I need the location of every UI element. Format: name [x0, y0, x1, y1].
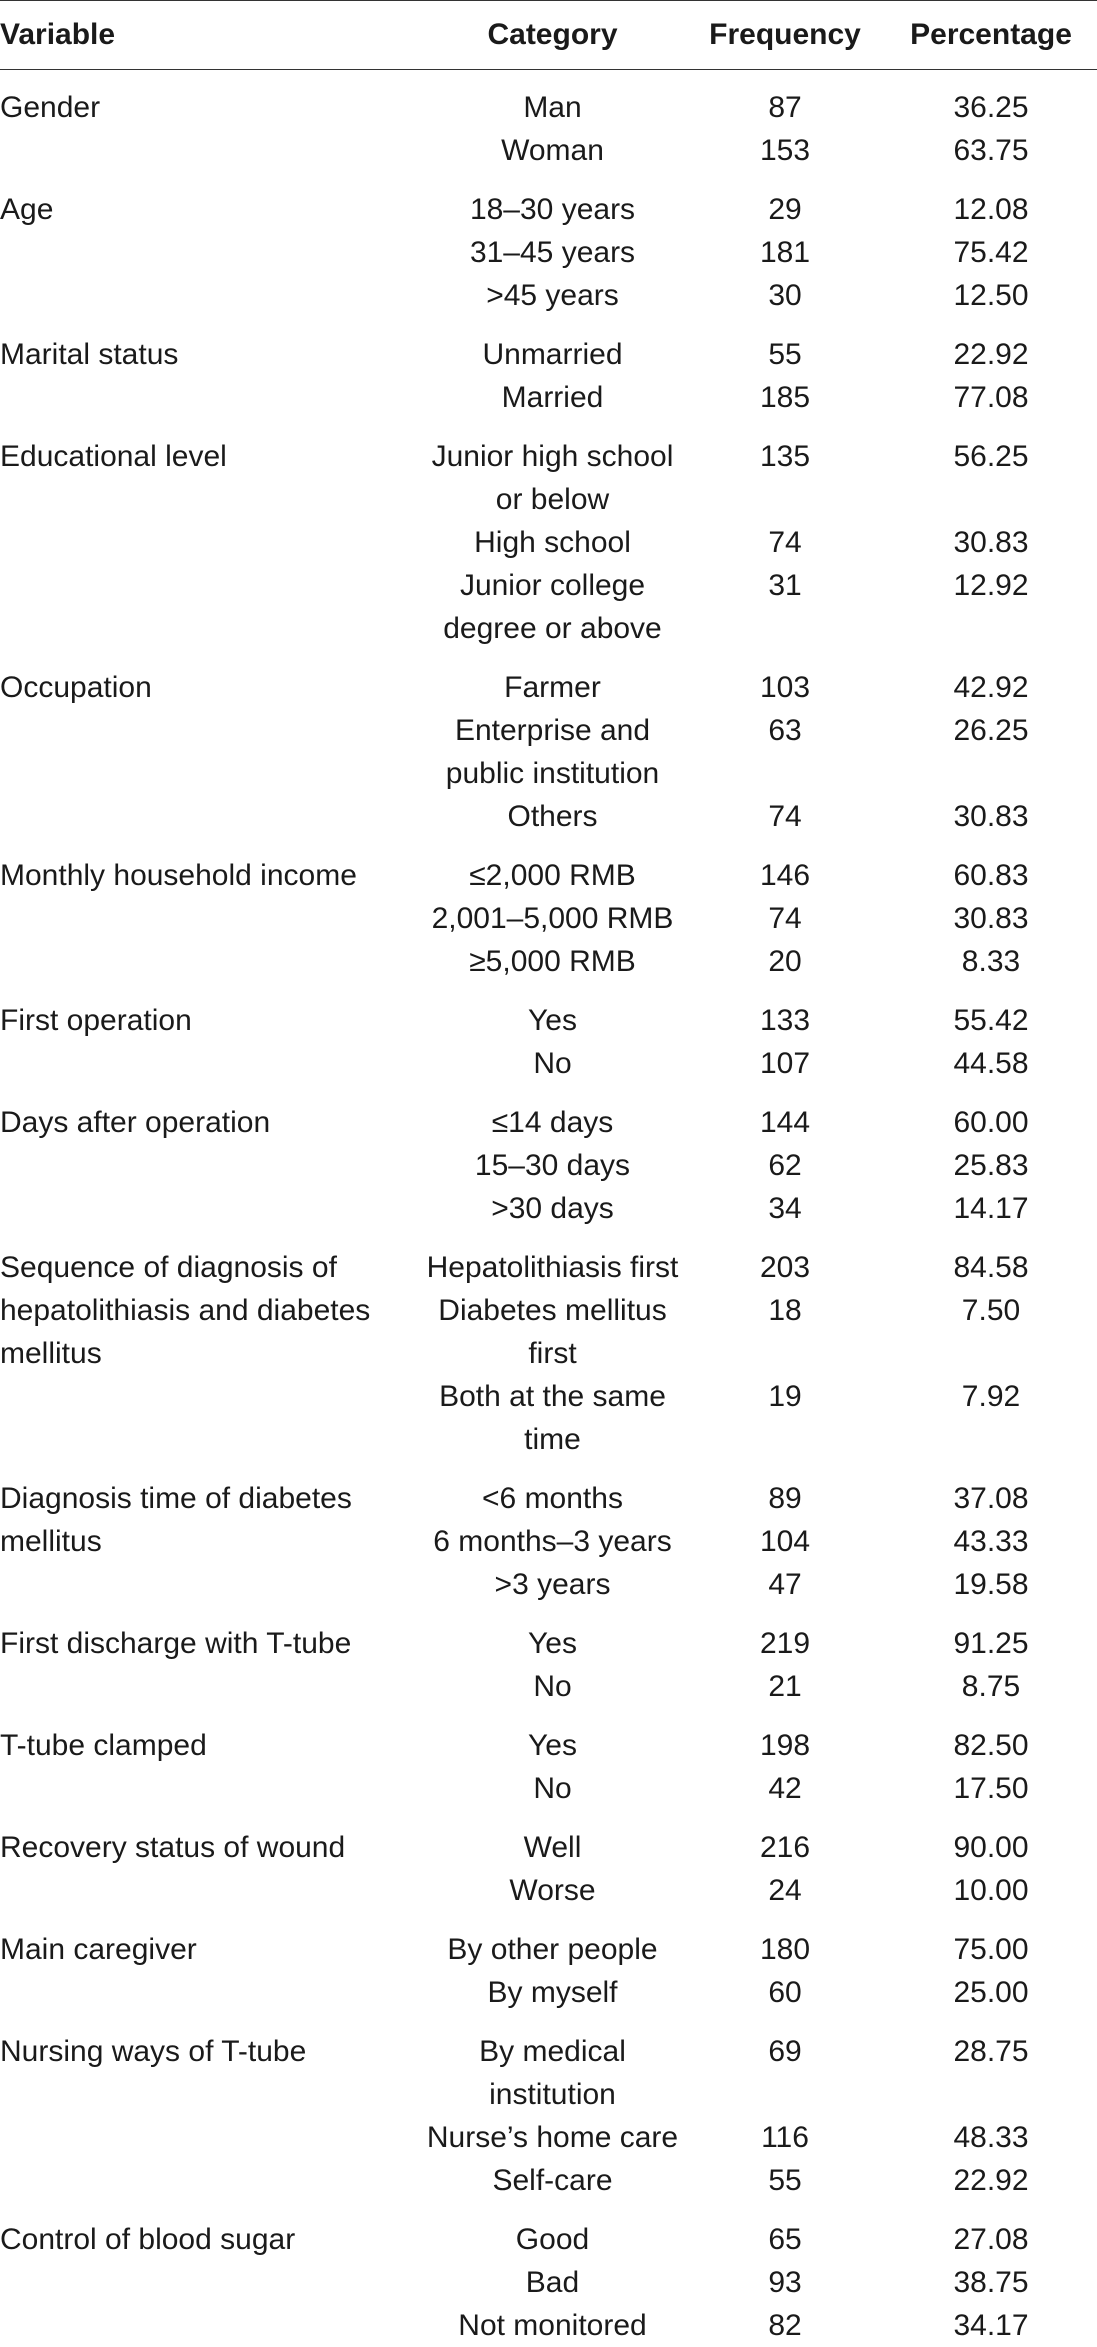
category-cell: >30 days [491, 1192, 614, 1225]
category-cell: Yes [528, 1627, 577, 1660]
percentage-cell: 26.25 [953, 714, 1029, 747]
frequency-cell: 74 [768, 902, 802, 935]
percentage-cell: 42.92 [953, 671, 1029, 704]
frequency-cell: 34 [768, 1192, 802, 1225]
percentage-cell: 7.92 [961, 1380, 1021, 1413]
table-row [0, 172, 1097, 231]
category-cell: Nurse’s home care [426, 2121, 679, 2154]
percentage-cell: 12.50 [953, 279, 1029, 312]
variable-cell: First discharge with T-tube [0, 1627, 352, 1660]
category-cell: Woman [501, 134, 604, 167]
category-cell: 2,001–5,000 RMB [431, 902, 674, 935]
table-row [0, 1810, 1097, 1869]
category-cell: >3 years [494, 1568, 611, 1601]
percentage-cell: 60.00 [953, 1106, 1029, 1139]
percentage-cell: 91.25 [953, 1627, 1029, 1660]
frequency-cell: 82 [768, 2309, 802, 2342]
category-cell: Well [523, 1831, 582, 1864]
frequency-cell: 31 [768, 569, 802, 602]
frequency-cell: 55 [768, 2164, 802, 2197]
variable-group [0, 1230, 1097, 1461]
category-cell: Yes [528, 1004, 577, 1037]
variable-group [0, 2202, 1097, 2347]
category-cell: Junior high school or below [431, 440, 674, 516]
table-row [0, 838, 1097, 897]
header-row [0, 1, 1097, 70]
category-cell: Man [523, 91, 582, 124]
percentage-cell: 36.25 [953, 91, 1029, 124]
category-cell: ≤2,000 RMB [469, 859, 636, 892]
header-variable: Variable [0, 1, 420, 70]
category-cell: High school [474, 526, 631, 559]
category-cell: By myself [487, 1976, 618, 2009]
percentage-cell: 82.50 [953, 1729, 1029, 1762]
percentage-cell: 75.42 [953, 236, 1029, 269]
variable-group [0, 2014, 1097, 2202]
frequency-cell: 74 [768, 800, 802, 833]
variable-group [0, 1912, 1097, 2014]
percentage-cell: 22.92 [953, 2164, 1029, 2197]
percentage-cell: 44.58 [953, 1047, 1029, 1080]
category-cell: 6 months–3 years [433, 1525, 672, 1558]
variable-group [0, 1606, 1097, 1708]
header-percentage: Percentage [885, 1, 1097, 70]
variable-group [0, 317, 1097, 419]
percentage-cell: 14.17 [953, 1192, 1029, 1225]
frequency-cell: 203 [759, 1251, 811, 1284]
percentage-cell: 43.33 [953, 1525, 1029, 1558]
table-row [0, 2014, 1097, 2116]
variable-group [0, 983, 1097, 1085]
table-row [0, 317, 1097, 376]
frequency-cell: 63 [768, 714, 802, 747]
frequency-cell: 60 [768, 1976, 802, 2009]
variable-cell: Diagnosis time of diabetes mellitus [0, 1482, 352, 1558]
frequency-cell: 198 [759, 1729, 811, 1762]
frequency-cell: 216 [759, 1831, 811, 1864]
table-row [0, 1708, 1097, 1767]
frequency-cell: 29 [768, 193, 802, 226]
variable-cell: Occupation [0, 671, 152, 704]
frequency-cell: 18 [768, 1294, 802, 1327]
percentage-cell: 90.00 [953, 1831, 1029, 1864]
frequency-cell: 69 [768, 2035, 802, 2068]
category-cell: Hepatolithiasis first [426, 1251, 679, 1284]
variable-cell: Age [0, 193, 54, 226]
frequency-cell: 153 [759, 134, 811, 167]
percentage-cell: 55.42 [953, 1004, 1029, 1037]
table-row [0, 2202, 1097, 2261]
variable-cell: T-tube clamped [0, 1729, 207, 1762]
table-row [0, 1606, 1097, 1665]
variable-group [0, 650, 1097, 838]
category-cell: Unmarried [482, 338, 623, 371]
frequency-cell: 219 [759, 1627, 811, 1660]
table-row [0, 1230, 1097, 1289]
frequency-cell: 24 [768, 1874, 802, 1907]
percentage-cell: 25.83 [953, 1149, 1029, 1182]
frequency-cell: 104 [759, 1525, 811, 1558]
frequency-cell: 116 [761, 2121, 809, 2154]
category-cell: 18–30 years [469, 193, 636, 226]
category-cell: >45 years [486, 279, 619, 312]
variable-cell: Educational level [0, 440, 227, 473]
frequency-cell: 107 [759, 1047, 811, 1080]
percentage-cell: 30.83 [953, 902, 1029, 935]
category-cell: Good [515, 2223, 590, 2256]
frequency-cell: 133 [759, 1004, 811, 1037]
category-cell: Yes [528, 1729, 577, 1762]
frequency-cell: 180 [759, 1933, 811, 1966]
category-cell: Enterprise and public institution [445, 714, 660, 790]
frequency-cell: 135 [759, 440, 811, 473]
percentage-cell: 30.83 [953, 800, 1029, 833]
percentage-cell: 8.75 [961, 1670, 1021, 1703]
category-cell: Bad [525, 2266, 580, 2299]
category-cell: ≤14 days [491, 1106, 614, 1139]
variable-group [0, 838, 1097, 983]
category-cell: By medical institution [479, 2035, 626, 2111]
frequency-cell: 87 [768, 91, 802, 124]
table-row [0, 70, 1097, 130]
header-frequency: Frequency [685, 1, 885, 70]
category-cell: ≥5,000 RMB [469, 945, 636, 978]
table-row [0, 419, 1097, 521]
frequency-cell: 42 [768, 1772, 802, 1805]
table-row [0, 1461, 1097, 1520]
variable-cell: Nursing ways of T-tube [0, 2035, 307, 2068]
percentage-cell: 8.33 [961, 945, 1021, 978]
variable-group [0, 70, 1097, 173]
percentage-cell: 48.33 [953, 2121, 1029, 2154]
percentage-cell: 17.50 [953, 1772, 1029, 1805]
category-cell: By other people [447, 1933, 658, 1966]
variable-group [0, 172, 1097, 317]
percentage-cell: 27.08 [953, 2223, 1029, 2256]
percentage-cell: 63.75 [953, 134, 1029, 167]
variable-cell: Recovery status of wound [0, 1831, 346, 1864]
variable-cell: Gender [0, 91, 101, 124]
category-cell: Junior college degree or above [443, 569, 662, 645]
frequency-cell: 181 [759, 236, 811, 269]
variable-group [0, 1085, 1097, 1230]
table-row [0, 650, 1097, 709]
percentage-cell: 60.83 [953, 859, 1029, 892]
frequency-cell: 185 [759, 381, 811, 414]
variable-cell: First operation [0, 1004, 192, 1037]
frequency-cell: 19 [768, 1380, 802, 1413]
percentage-cell: 7.50 [961, 1294, 1021, 1327]
frequency-cell: 103 [759, 671, 811, 704]
variable-cell: Main caregiver [0, 1933, 197, 1966]
variable-group [0, 1708, 1097, 1810]
category-cell: No [533, 1047, 572, 1080]
percentage-cell: 12.92 [953, 569, 1029, 602]
category-cell: 15–30 days [474, 1149, 631, 1182]
percentage-cell: 84.58 [953, 1251, 1029, 1284]
frequency-cell: 30 [768, 279, 802, 312]
percentage-cell: 22.92 [953, 338, 1029, 371]
table-row [0, 1085, 1097, 1144]
category-cell: Diabetes mellitus first [438, 1294, 667, 1370]
percentage-cell: 77.08 [953, 381, 1029, 414]
frequency-cell: 89 [768, 1482, 802, 1515]
variable-cell: Sequence of diagnosis of hepatolithiasis and diabetes mellitus [0, 1251, 371, 1370]
variable-cell: Monthly household income [0, 859, 357, 892]
frequency-cell: 21 [768, 1670, 802, 1703]
variable-group [0, 1810, 1097, 1912]
category-cell: Farmer [504, 671, 601, 704]
percentage-cell: 30.83 [953, 526, 1029, 559]
frequency-cell: 62 [768, 1149, 802, 1182]
category-cell: Worse [509, 1874, 596, 1907]
frequency-cell: 55 [768, 338, 802, 371]
category-cell: No [533, 1772, 572, 1805]
frequency-cell: 20 [768, 945, 802, 978]
variable-group [0, 419, 1097, 650]
percentage-cell: 56.25 [953, 440, 1029, 473]
percentage-cell: 10.00 [953, 1874, 1029, 1907]
frequency-cell: 146 [759, 859, 811, 892]
category-cell: <6 months [482, 1482, 623, 1515]
table-row [0, 1912, 1097, 1971]
percentage-cell: 12.08 [953, 193, 1029, 226]
category-cell: Both at the same time [439, 1380, 666, 1456]
frequency-cell: 47 [768, 1568, 802, 1601]
percentage-cell: 34.17 [953, 2309, 1029, 2342]
percentage-cell: 38.75 [953, 2266, 1029, 2299]
frequency-cell: 144 [759, 1106, 811, 1139]
header-category: Category [420, 1, 685, 70]
frequency-cell: 65 [768, 2223, 802, 2256]
category-cell: Others [507, 800, 598, 833]
category-cell: No [533, 1670, 572, 1703]
percentage-cell: 37.08 [953, 1482, 1029, 1515]
variable-cell: Days after operation [0, 1106, 271, 1139]
percentage-cell: 25.00 [953, 1976, 1029, 2009]
table-row [0, 983, 1097, 1042]
variable-cell: Control of blood sugar [0, 2223, 296, 2256]
category-cell: Married [501, 381, 604, 414]
category-cell: Not monitored [458, 2309, 647, 2342]
category-cell: 31–45 years [469, 236, 636, 269]
percentage-cell: 19.58 [953, 1568, 1029, 1601]
variable-cell: Marital status [0, 338, 179, 371]
frequency-cell: 74 [768, 526, 802, 559]
percentage-cell: 75.00 [953, 1933, 1029, 1966]
category-cell: Self-care [492, 2164, 613, 2197]
percentage-cell: 28.75 [953, 2035, 1029, 2068]
frequency-cell: 93 [768, 2266, 802, 2299]
variable-group [0, 1461, 1097, 1606]
